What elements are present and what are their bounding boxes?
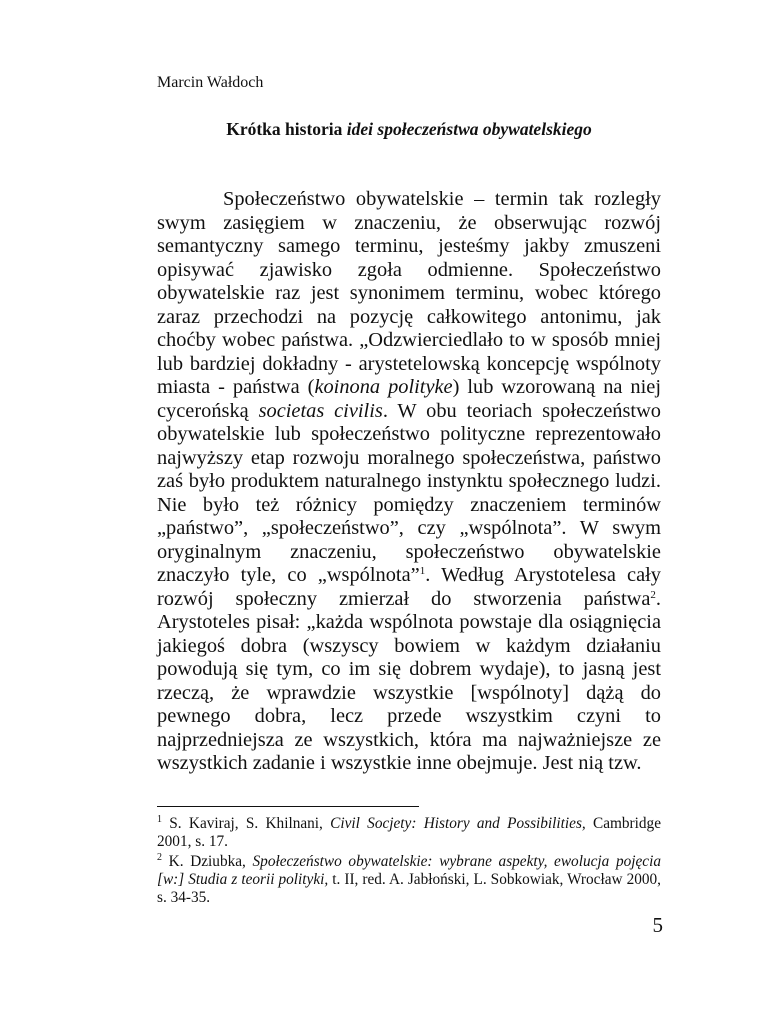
footnote-reference-1[interactable]: 1 [419, 565, 426, 577]
footnote-text: K. Dziubka, [162, 853, 253, 870]
footnote-italic: Społeczeństwo obywatelskie: wybrane aspekty, ewolucja pojęcia [w:] Studia z teorii polityki, [157, 853, 661, 888]
text-run: . W obu teoriach społeczeństwo obywatelskie lub społeczeństwo polityczne reprezentowało najwyższy etap rozwoju moralnego społeczeństwa, państwo zaś było produktem naturalnego instynktu społecznego ludzi. Nie było też różnicy pomiędzy znaczeniem terminów „państwo”, „społeczeństwo”, czy „wspólnota”. W swym oryginalnym znaczeniu, społeczeństwo obywatelskie znaczyło tyle, co „wspólnota” [157, 399, 661, 586]
title-italic: idei społeczeństwa obywatelskiego [346, 119, 592, 139]
text-run: . Według Arystotelesa cały rozwój społeczny zmierzał do stworzenia państwa [157, 564, 661, 610]
footnote-2 [157, 853, 661, 907]
footnote-1 [157, 815, 661, 851]
footnote-text: Cambridge 2001, s. 17. [157, 815, 661, 850]
footnote-italic: Civil Socjety: History and Possibilities, [330, 815, 586, 832]
running-header-author: Marcin Wałdoch [157, 74, 264, 91]
footnote-separator [157, 806, 419, 807]
text-run: ) lub wzorowaną na niej cycerońską [157, 376, 661, 422]
footnotes [157, 815, 661, 909]
title-plain: Krótka historia [226, 119, 347, 139]
footnote-text: S. Kaviraj, S. Khilnani, [162, 815, 331, 832]
chapter-title [157, 119, 661, 140]
page-number: 5 [652, 913, 663, 937]
text-italic: koinona polityke [314, 376, 453, 398]
footnote-reference-2[interactable]: 2 [650, 588, 656, 601]
footnote-number: 2 [157, 852, 162, 863]
footnote-text: t. II, red. A. Jabłoński, L. Sobkowiak, Wrocław 2000, s. 34-35. [157, 871, 661, 906]
text-run: Społeczeństwo obywatelskie – termin tak rozległy swym zasięgiem w znaczeniu, że obserwując rozwój semantyczny samego terminu, jesteśmy jakby zmuszeni opisywać zjawisko zgoła odmienne. Społeczeństwo obywatelskie raz jest synonimem terminu, wobec którego zaraz przechodzi na pozycję całkowitego antonimu, jak choćby wobec państwa. „Odzwierciedlało to w sposób mniej lub bardziej dokładny - arystetelowską koncepcję wspólnoty miasta - państwa ( [157, 188, 661, 398]
footnote-number: 1 [157, 814, 162, 825]
text-run: . Arystoteles pisał: „każda wspólnota powstaje dla osiągnięcia jakiegoś dobra (wszyscy bowiem w każdym działaniu powodują się tym, co im się dobrem wydaje), to jasną jest rzeczą, że wprawdzie wszystkie [wspólnoty] dążą do pewnego dobra, lecz przede wszystkim czyni to najprzedniejsza ze wszystkich, która ma najważniejsze ze wszystkich zadanie i wszystkie inne obejmuje. Jest nią tzw. [157, 587, 661, 774]
paragraph [157, 188, 661, 776]
text-italic: societas civilis [258, 399, 383, 422]
body-text [157, 188, 661, 776]
